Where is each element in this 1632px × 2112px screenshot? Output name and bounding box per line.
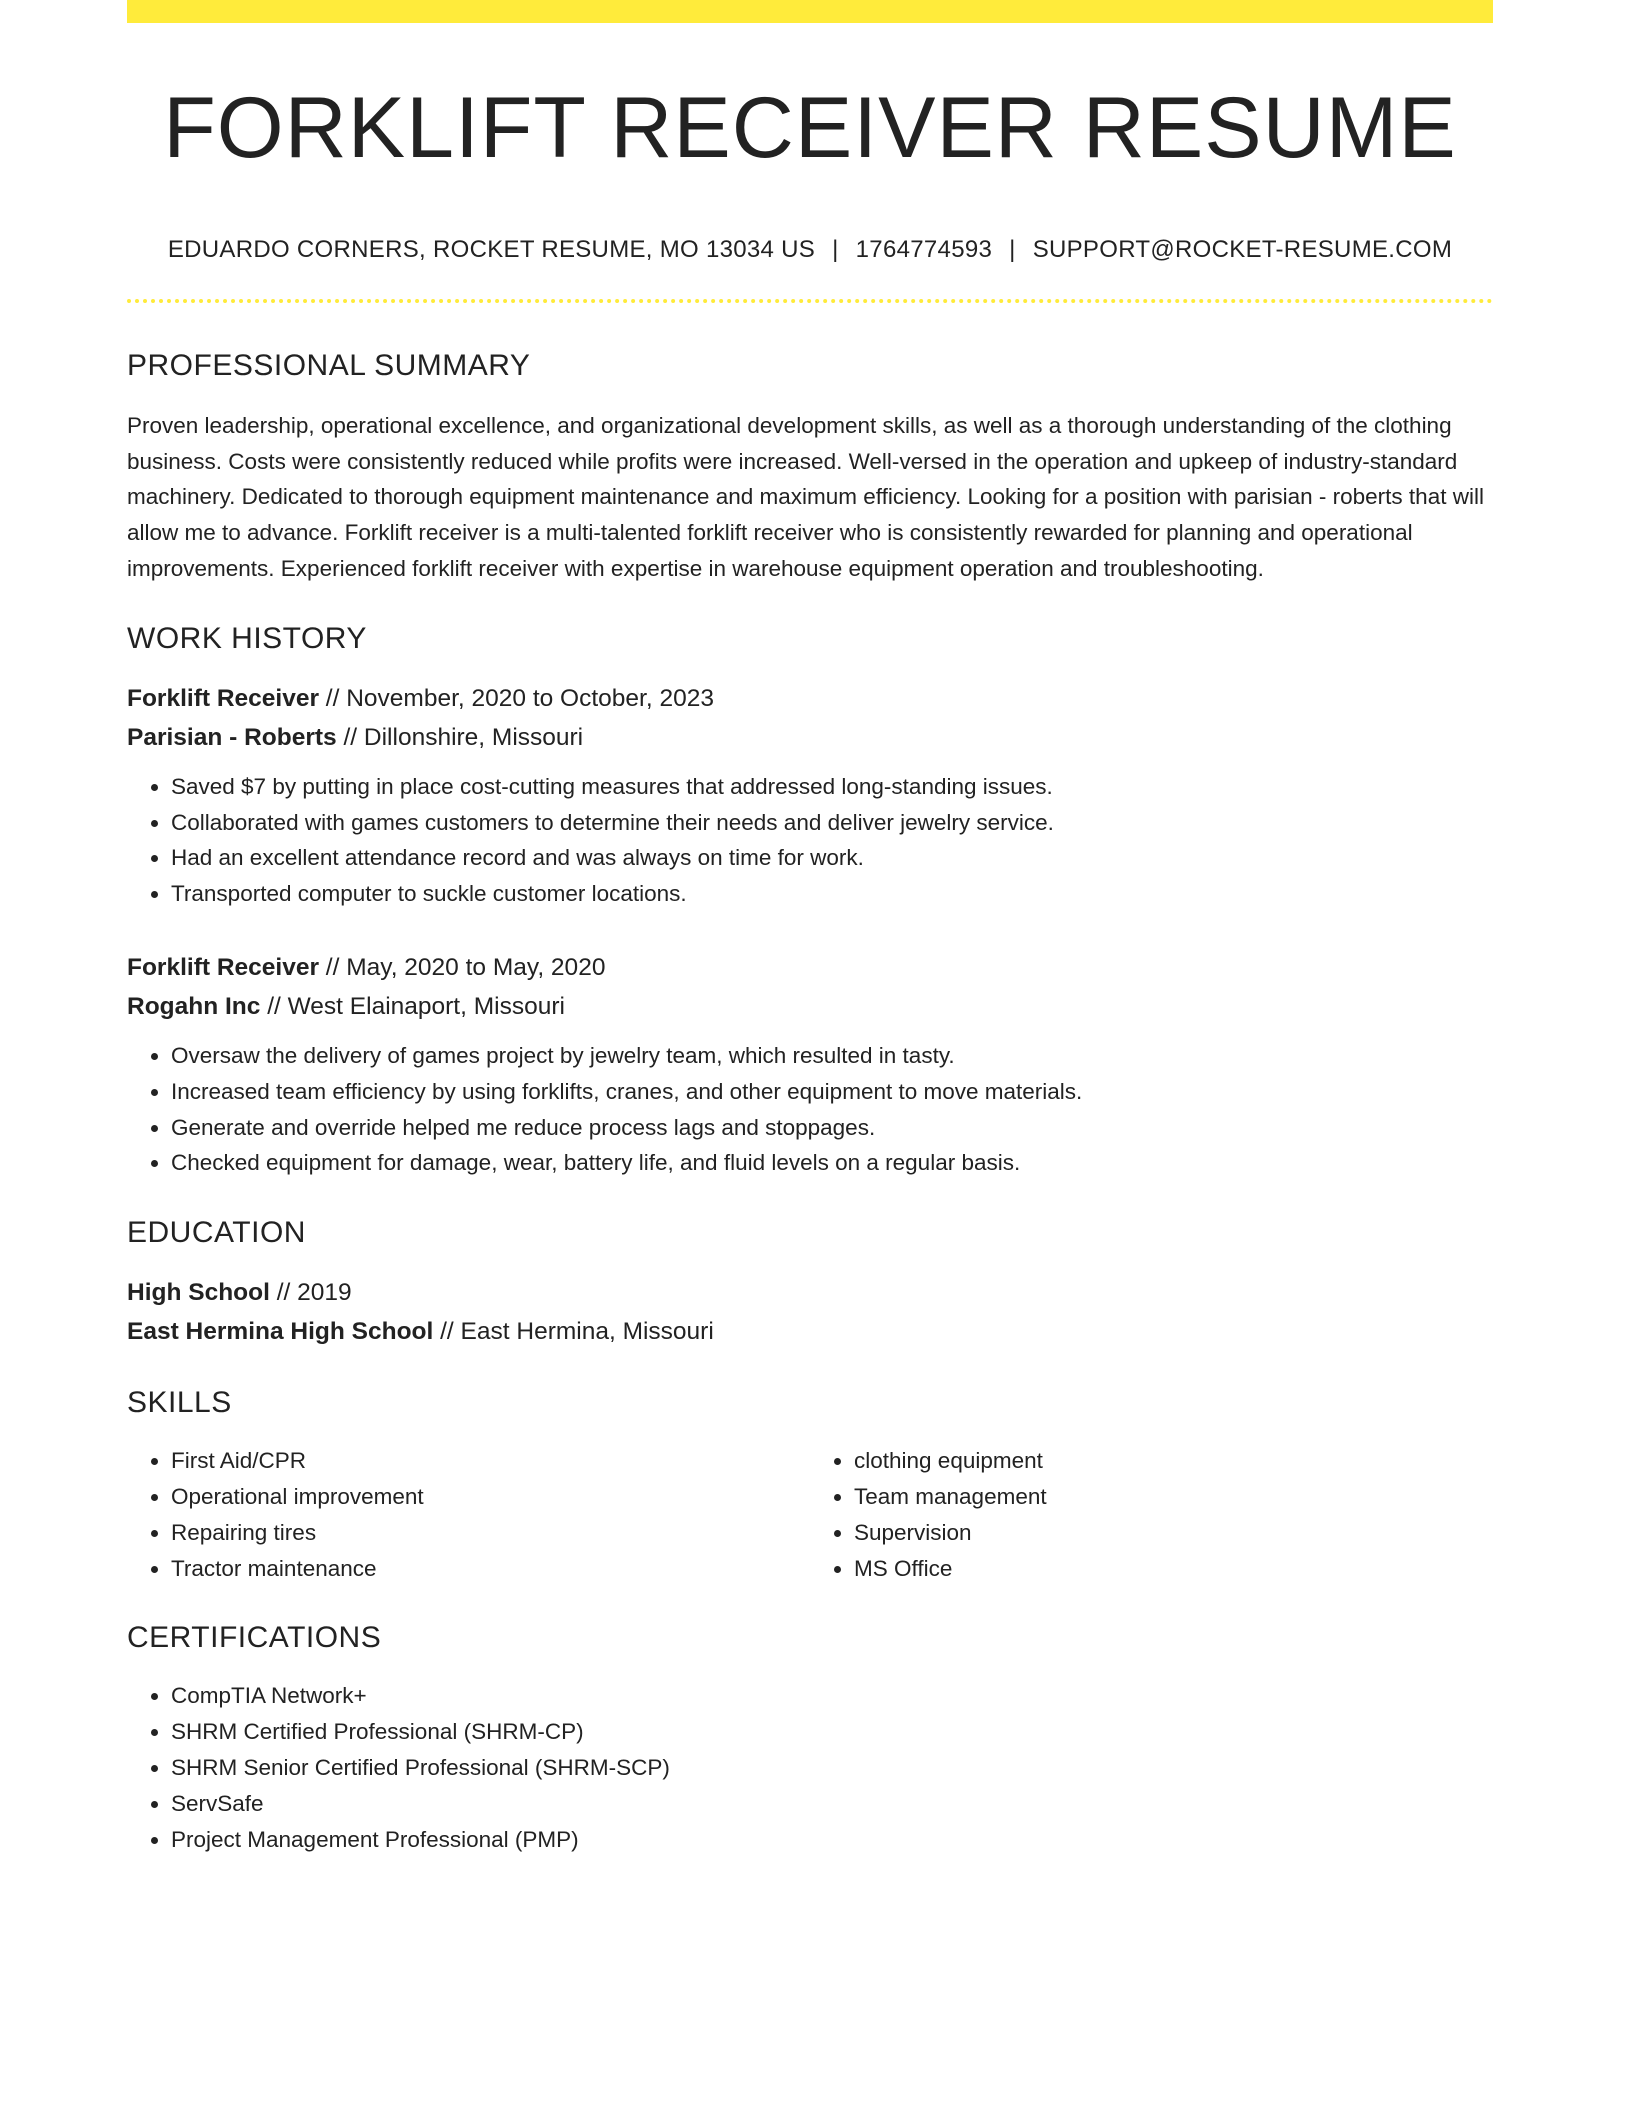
- job-location: // West Elainaport, Missouri: [260, 992, 565, 1020]
- education-heading: EDUCATION: [127, 1216, 306, 1250]
- skill-item: • Repairing tires: [171, 1515, 810, 1551]
- job-title: Forklift Receiver: [127, 684, 319, 712]
- certification-item: • Project Management Professional (PMP): [171, 1822, 1493, 1858]
- education-school-line: [127, 1312, 1493, 1351]
- summary-text: Proven leadership, operational excellence, and organizational development skills, as well as a thorough understanding of the clothing business. Costs were consistently reduced while profits were increased. Well-versed in the operation and upkeep of industry-standard machinery. Dedicated to thorough equipment maintenance and maximum efficiency. Looking for a position with parisian - roberts that will allow me to advance. Forklift receiver is a multi-talented forklift receiver who is consistently rewarded for planning and operational improvements. Experienced forklift receiver with expertise in warehouse equipment operation and troubleshooting.: [127, 412, 1484, 581]
- job-title-line: [127, 948, 1493, 987]
- contact-address: EDUARDO CORNERS, ROCKET RESUME, MO 13034 US: [167, 235, 816, 263]
- job-bullet: • Generate and override helped me reduce process lags and stoppages.: [171, 1110, 1493, 1146]
- job-bullet: • Checked equipment for damage, wear, battery life, and fluid levels on a regular basis.: [171, 1145, 1493, 1181]
- skill-item: • Supervision: [854, 1515, 1493, 1551]
- job-bullet: • Had an excellent attendance record and was always on time for work.: [171, 840, 1493, 876]
- skills-column-left: [127, 1443, 810, 1586]
- contact-phone: 1764774593: [855, 235, 993, 263]
- education-degree: High School: [127, 1279, 270, 1307]
- accent-top-bar: [127, 0, 1493, 23]
- dotted-divider: [127, 299, 1493, 303]
- job-title-line: [127, 679, 1493, 718]
- job-title: Forklift Receiver: [127, 953, 319, 981]
- job-dates: // November, 2020 to October, 2023: [319, 684, 714, 712]
- job-location: // Dillonshire, Missouri: [336, 723, 584, 751]
- contact-email: SUPPORT@ROCKET-RESUME.COM: [1032, 235, 1453, 263]
- skill-item: • clothing equipment: [854, 1443, 1493, 1479]
- job-bullet: • Saved $7 by putting in place cost-cutting measures that addressed long-standing issues.: [171, 769, 1493, 805]
- skills-heading: SKILLS: [127, 1386, 232, 1420]
- certifications-list: [127, 1678, 1493, 1857]
- job-bullet: • Oversaw the delivery of games project by jewelry team, which resulted in tasty.: [171, 1038, 1493, 1074]
- contact-separator: |: [832, 235, 839, 263]
- skills-column-right: [810, 1443, 1493, 1586]
- contact-separator: |: [1009, 235, 1016, 263]
- skill-item: • Operational improvement: [171, 1479, 810, 1515]
- job-company-line: [127, 718, 1493, 757]
- job-bullet: • Increased team efficiency by using forklifts, cranes, and other equipment to move materials.: [171, 1074, 1493, 1110]
- skill-item: • MS Office: [854, 1551, 1493, 1587]
- certifications-heading: CERTIFICATIONS: [127, 1621, 382, 1655]
- job-company: Parisian - Roberts: [127, 723, 337, 751]
- job-company: Rogahn Inc: [127, 992, 261, 1020]
- skill-item: • Team management: [854, 1479, 1493, 1515]
- certification-item: • ServSafe: [171, 1786, 1493, 1822]
- contact-line: [127, 234, 1493, 265]
- skill-item: • Tractor maintenance: [171, 1551, 810, 1587]
- resume-title: FORKLIFT RECEIVER RESUME: [163, 80, 1457, 176]
- education-location: // East Hermina, Missouri: [433, 1318, 714, 1346]
- job-bullet: • Transported computer to suckle customer locations.: [171, 876, 1493, 912]
- certification-item: • SHRM Certified Professional (SHRM-CP): [171, 1714, 1493, 1750]
- education-year: // 2019: [269, 1279, 352, 1307]
- job-company-line: [127, 987, 1493, 1026]
- job-bullets: [127, 769, 1493, 912]
- job-entry: [127, 679, 1493, 912]
- job-bullets: [127, 1038, 1493, 1181]
- work-history-heading: WORK HISTORY: [127, 621, 367, 655]
- summary-heading: PROFESSIONAL SUMMARY: [127, 348, 531, 382]
- resume-page: [127, 0, 1493, 1857]
- education-school: East Hermina High School: [127, 1318, 434, 1346]
- job-dates: // May, 2020 to May, 2020: [319, 953, 606, 981]
- certification-item: • CompTIA Network+: [171, 1678, 1493, 1714]
- certification-item: • SHRM Senior Certified Professional (SHRM-SCP): [171, 1750, 1493, 1786]
- job-bullet: • Collaborated with games customers to determine their needs and deliver jewelry service.: [171, 805, 1493, 841]
- skills-grid: [127, 1443, 1493, 1586]
- job-entry: [127, 948, 1493, 1181]
- skill-item: • First Aid/CPR: [171, 1443, 810, 1479]
- education-degree-line: [127, 1273, 1493, 1312]
